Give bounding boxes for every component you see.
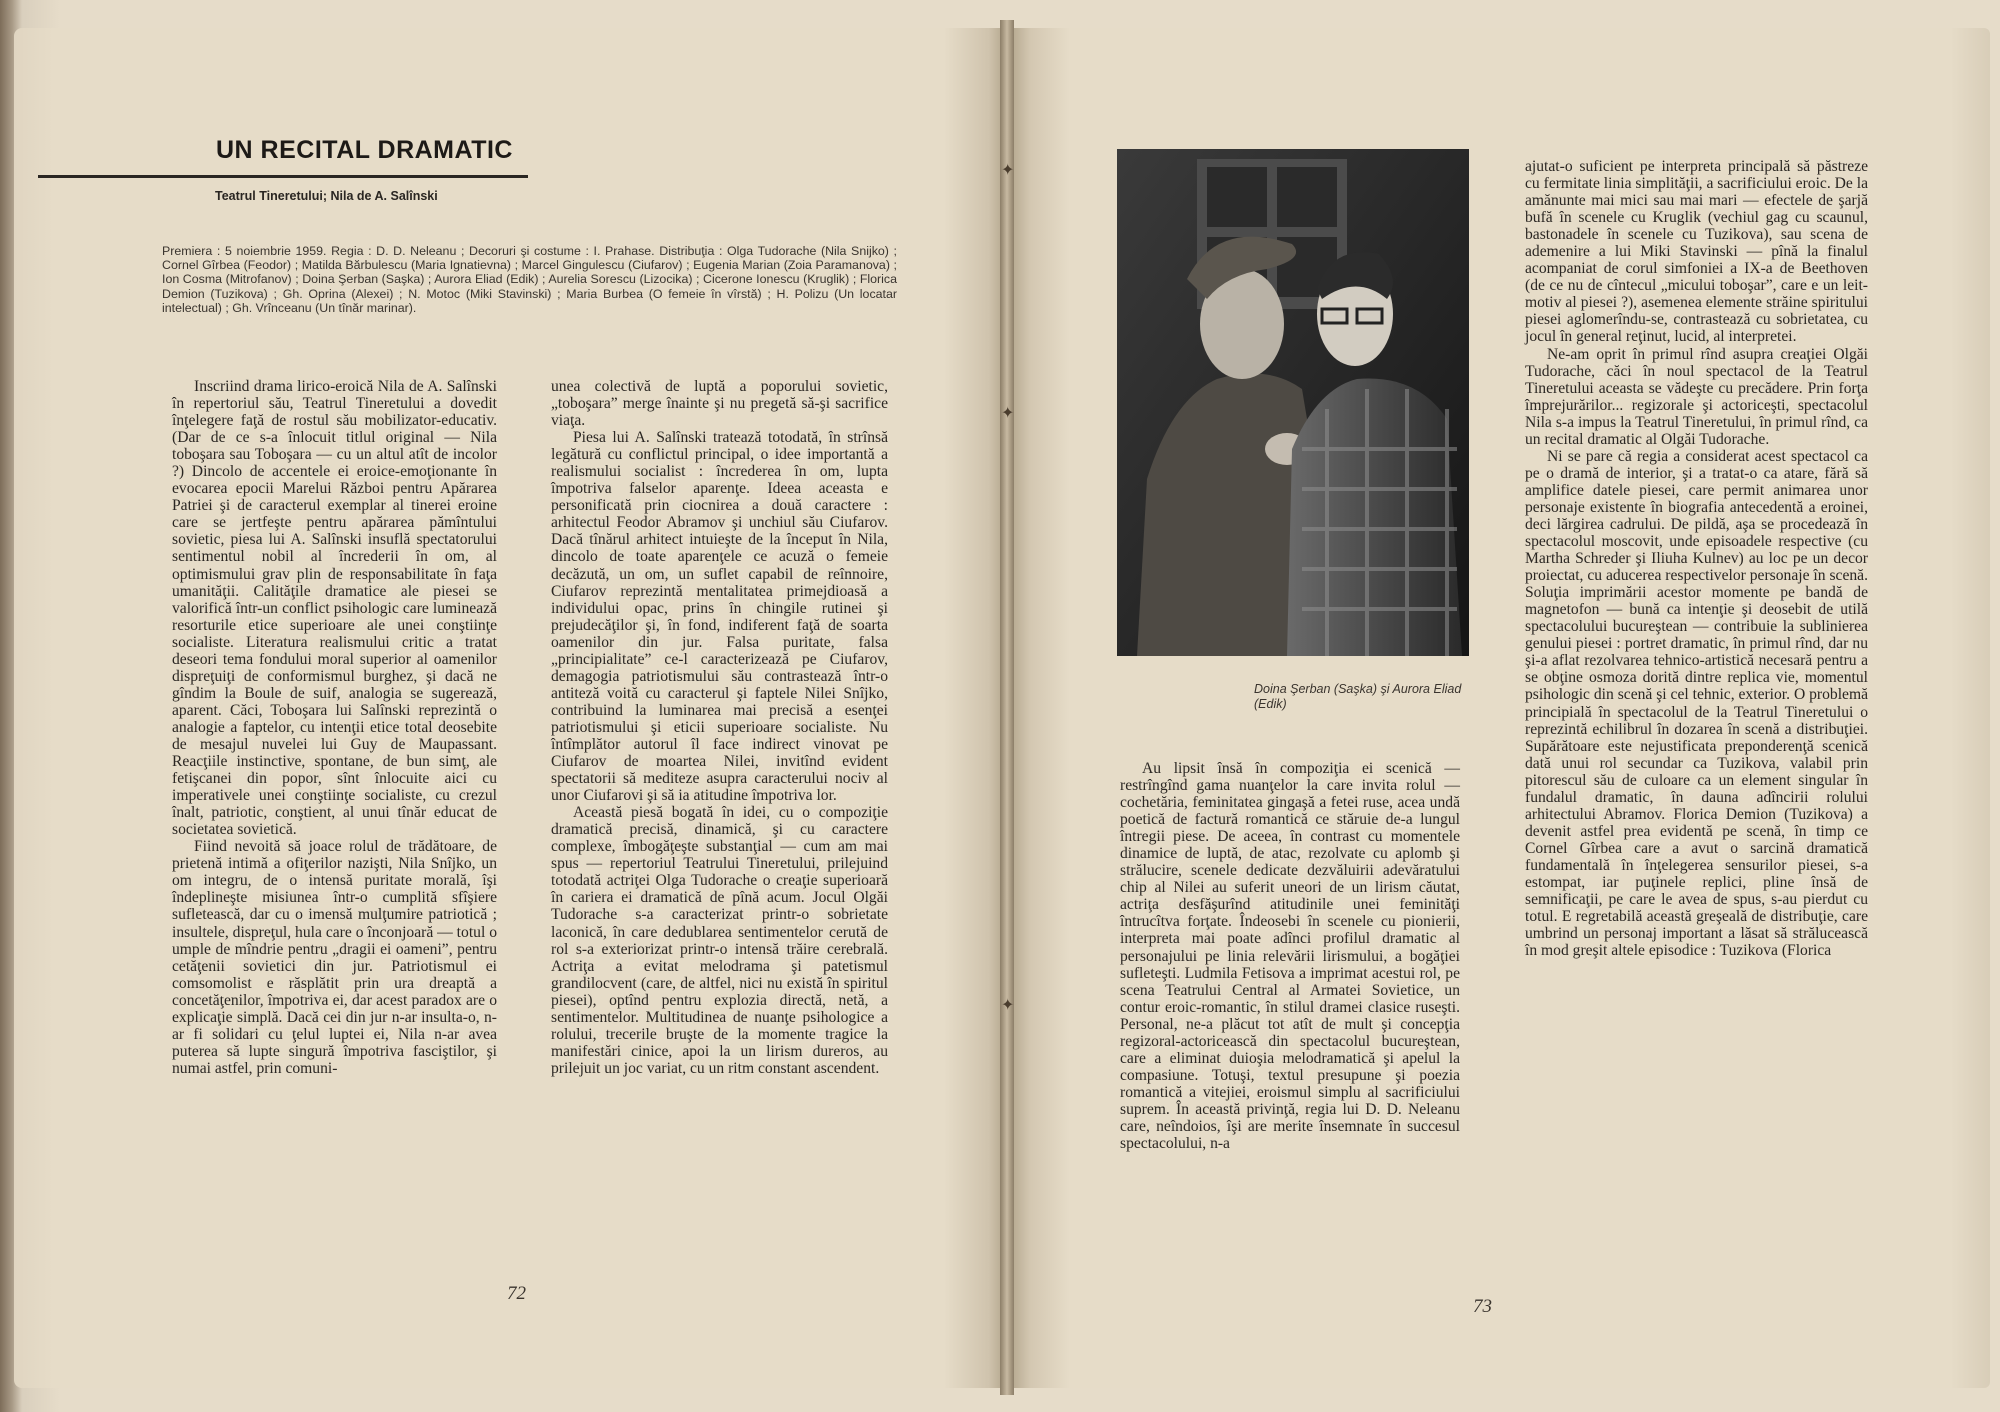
left-column-1	[172, 378, 497, 1077]
binding-stitch-icon: ✦	[1001, 162, 1015, 179]
paragraph: Ne-am oprit în primul rînd asupra creaţiei Olgăi Tudorache, căci în noul spectacol de la Teatrul Tineretului aceasta se vădeşte cu precădere. Prin forţa împrejurărilor... regizorale şi actoriceşti, spectacolul Nila s-a impus la Teatrul Tineretului, în primul rînd, ca un recital dramatic al Olgăi Tudorache.	[1525, 345, 1868, 448]
paragraph: Fiind nevoită să joace rolul de trădătoare, de prietenă intimă a ofiţerilor nazişti, Nila Snîjko, un om integru, de o intensă puritate morală, îşi îndeplineşte misiunea într-o cumplită sfîşiere sufletească, dar cu o imensă mulţumire patriotică ; insultele, dispreţul, hula care o înconjoară — totul o umple de mîndrie pentru „dragii ei oameni”, pentru cetăţenii sovietici din jur. Patriotismul ei comsomolist e răsplătit prin ura dreaptă a concetăţenilor, împotriva ei, dar acest paradox are o explicaţie simplă. Dacă cei din jur n-ar insulta-o, n-ar fi solidari cu ţelul luptei ei, Nila n-ar avea puterea să lupte singură împotriva fasciştilor, şi numai astfel, prin comuni-	[172, 838, 497, 1077]
page-number-left: 72	[507, 1283, 526, 1304]
paragraph: unea colectivă de luptă a poporului sovietic, „toboşara” merge înainte şi nu pregetă să-şi sacrifice viaţa.	[551, 378, 888, 430]
article-credits: Premiera : 5 noiembrie 1959. Regia : D. D. Neleanu ; Decoruri şi costume : I. Prahase. Distribuţia : Olga Tudorache (Nila Snijko) ; Cornel Gîrbea (Feodor) ; Matilda Bărbulescu (Maria Ignatievna) ; Marcel Gingulescu (Ciufarov) ; Eugenia Marian (Zoia Paramanova) ; Ion Cosma (Mitrofanov) ; Doina Şerban (Saşka) ; Aurora Eliad (Edik) ; Aurelia Sorescu (Lizocika) ; Cicerone Ionescu (Kruglik) ; Florica Demion (Tuzikova) ; Gh. Oprina (Alexei) ; N. Motoc (Miki Stavinski) ; Maria Burbea (O femeie în vîrstă) ; H. Polizu (Un locatar intelectual) ; Gh. Vrînceanu (Un tînăr marinar).	[162, 244, 897, 315]
right-column-1	[1120, 760, 1460, 1152]
article-title: UN RECITAL DRAMATIC	[216, 136, 513, 164]
paragraph: ajutat-o suficient pe interpreta principală să păstreze cu fermitate linia simplităţii, a sacrificiului eroic. De la amănunte mai mici sau mai mari — efectele de şarjă bufă în scenele cu Kruglik (vechiul gag cu scaunul, bastonadele în scenele cu Tuzikova), sau scena de ademenire a lui Miki Stavinski — pînă la finalul acompaniat de corul simfoniei a IX-a de Beethoven (de ce nu de cîntecul „micului toboşar”, care e un leit-motiv al piesei ?), asemenea elemente străine spiritului piesei aglomerîndu-se, contrastează cu sobrietatea, cu jocul în general reţinut, lucid, al interpretei.	[1525, 158, 1868, 346]
paragraph: Această piesă bogată în idei, cu o compoziţie dramatică precisă, dinamică, şi cu caractere complexe, îmbogăţeşte substanţial — cum am mai spus — repertoriul Teatrului Tineretului, prilejuind totodată actriţei Olga Tudorache o creaţie superioară în cariera ei dramatică de pînă acum. Jocul Olgăi Tudorache s-a caracterizat printr-o sobrietate laconică, în care dedublarea sentimentelor cerută de rol s-a exteriorizat printr-o intensă trăire cerebrală. Actriţa a evitat melodrama şi patetismul grandilocvent (care, de altfel, nici nu există în spiritul piesei), optînd pentru explozia directă, netă, a sentimentelor. Multitudinea de nuanţe psihologice a rolului, trecerile bruşte de la momente tragice la manifestări cinice, apoi la un lirism dureros, au prilejuit un joc variat, cu un ritm constant ascendent.	[551, 804, 888, 1077]
binding-stitch-icon: ✦	[1001, 405, 1015, 422]
left-column-2	[551, 378, 888, 1077]
right-column-2	[1525, 158, 1868, 959]
production-photo	[1117, 149, 1469, 656]
article-subtitle: Teatrul Tineretului; Nila de A. Salînski	[215, 189, 438, 203]
paragraph: Piesa lui A. Salînski tratează totodată, în strînsă legătură cu conflictul principal, o idee importantă a realismului socialist : încrederea în om, lupta împotriva falselor aparenţe. Ideea aceasta e personificată prin ciocnirea a două caractere : arhitectul Feodor Abramov şi unchiul său Ciufarov. Dacă tînărul arhitect intuieşte de la început în Nila, dincolo de toate aparenţele ce acuză o femeie decăzută, un om, un suflet capabil de reînnoire, Ciufarov reprezintă mentalitatea primejdioasă a individului opac, prins în chingile rutinei şi prejudecăţilor şi, în fond, indiferent faţă de soarta oamenilor din jur. Falsa puritate, falsa „principialitate” ce-l caracterizează pe Ciufarov, demagogia patriotismului său contrastează într-o antiteză voită cu caracterul şi faptele Nilei Snîjko, contribuind la luminarea mai precisă a esenţei patriotismului şi eticii superioare socialiste. Nu întîmplător autorul îl face indirect vinovat pe Ciufarov de moartea Nilei, invitînd evident spectatorii să mediteze asupra caracterului nociv al unor Ciufarovi şi să ia atitudine împotriva lor.	[551, 429, 888, 805]
page-number-right: 73	[1473, 1296, 1492, 1317]
binding-stitch-icon: ✦	[1001, 997, 1015, 1014]
paragraph: Ni se pare că regia a considerat acest spectacol ca pe o dramă de interior, şi a tratat-o ca atare, fără să amplifice datele piesei, care permit animarea unor personaje existente în biografia antecedentă a eroinei, deci lărgirea cadrului. De pildă, aşa se procedează în spectacolul moscovit, unde episoadele respective (cu Martha Schreder şi Iliuha Kulnev) au loc pe un decor proiectat, cu aducerea respectivelor personaje în scenă. Soluţia imprimării acestor momente pe bandă de magnetofon — bună ca intenţie şi deosebit de utilă spectacolului bucureştean — contribuie la sublinierea genului piesei : portret dramatic, în primul rînd, dar nu şi-a aflat rezolvarea tehnico-artistică necesară pentru a se obţine osmoza dorită dintre replica vie, momentul psihologic din scenă şi cel tehnic, exterior. O problemă principială în spectacolul de la Teatrul Tineretului o reprezintă echilibrul în dozarea în scenă a distribuţiei. Supărătoare este nejustificata preponderenţă scenică dată unui rol secundar ca Tuzikova, valabil prin pitorescul său de culoare ca un element singular în fundalul dramatic, în dauna adîncirii rolului arhitectului Abramov. Florica Demion (Tuzikova) a devenit astfel prea evidentă pe scenă, în timp ce Cornel Gîrbea care a avut o sarcină dramatică fundamentală în înţelegerea sensurilor piesei, s-a estompat, iar puţinele replici, pline însă de semnificaţii, pe care le avea de spus, s-au pierdut cu totul. E regretabilă această greşeală de distribuţie, care umbrind un personaj important a lăsat să strălucească în mod greşit altele episodice : Tuzikova (Florica	[1525, 447, 1868, 960]
photo-caption: Doina Şerban (Saşka) şi Aurora Eliad (Edik)	[1254, 682, 1462, 711]
title-rule	[38, 175, 528, 178]
photo-image	[1117, 149, 1469, 656]
paragraph: Au lipsit însă în compoziţia ei scenică — restrîngînd gama nuanţelor la care invita rolul — cochetăria, feminitatea gingaşă a fetei ruse, acea undă poetică de factură romantică ce stăruie de-a lungul întregii piese. De aceea, în contrast cu momentele dinamice de luptă, de atac, rezolvate cu aplomb şi strălucire, scenele dedicate dezvăluirii adevăratului chip al Nilei au suferit uneori de un lirism căutat, actriţa desfăşurînd atitudinile unei feminităţi întrucîtva forţate. Îndeosebi în scenele cu pionierii, interpreta mai poate adînci profilul dramatic al personajului pe linia relevării lirismului, a bogăţiei sufleteşti. Ludmila Fetisova a imprimat acestui rol, pe scena Teatrului Central al Armatei Sovietice, un contur eroic-romantic, în stilul dramei clasice ruseşti. Personal, ne-a plăcut tot atît de mult şi concepţia regizoral-actoricească din spectacolul bucureştean, care a eliminat duioşia melodramatică şi apelul la compasiune. Totuşi, textul presupune şi poezia romantică a vitejiei, eroismul simplu al sacrificiului suprem. În această privinţă, regia lui D. D. Neleanu care, neîndoios, îşi are merite însemnate în succesul spectacolului, n-a	[1120, 760, 1460, 1153]
paragraph: Inscriind drama lirico-eroică Nila de A. Salînski în repertoriul său, Teatrul Tineretului a dovedit înţelegere faţă de rostul său mobilizator-educativ. (Dar de ce s-a înlocuit titlul original — Nila toboşara sau Toboşara — cu un altul atît de incolor ?) Dincolo de accentele ei eroice-emoţionante în evocarea epocii Marelui Război pentru Apărarea Patriei şi de caracterul exemplar al tinerei eroine care se jertfeşte pentru apărarea pămîntului sovietic, piesa lui A. Salînski insuflă spectatorului sentimentul nobil al încrederii în om, al optimismului grav plin de responsabilitate în faţa umanităţii. Calităţile dramatice ale piesei se valorifică într-un conflict psihologic care luminează resorturile etice superioare ale unei conştiinţe socialiste. Literatura realismului critic a tratat deseori tema fondului moral superior al oamenilor dispreţuiţi de conformismul burghez, şi dacă ne gîndim la Boule de suif, analogia se sugerează, aparent. Căci, Toboşara lui Salînski reprezintă o analogie a faptelor, cu intenţii etice total deosebite de mesajul nuvelei lui Guy de Maupassant. Reacţiile instinctive, spontane, de bun simţ, ale fetişcanei din popor, sînt înlocuite aici cu imperativele unei conştiinţe socialiste, cu crezul înalt, patriotic, conştient, al unui tînăr educat de societatea sovietică.	[172, 378, 497, 839]
book-gutter	[1000, 20, 1014, 1395]
